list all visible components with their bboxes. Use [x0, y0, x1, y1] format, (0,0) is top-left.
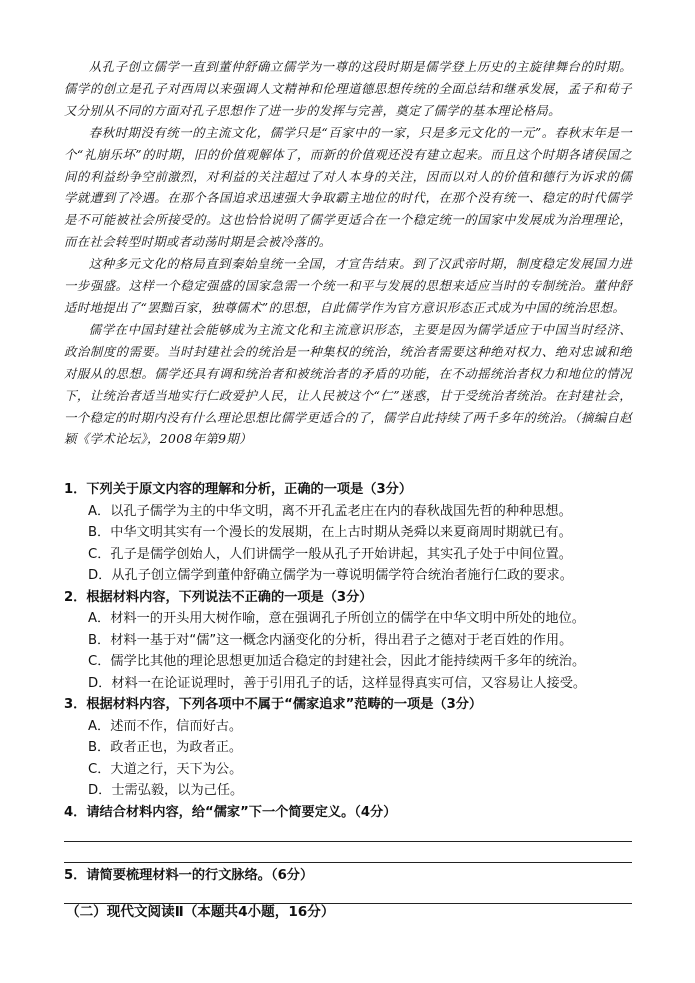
question-4: [64, 802, 632, 864]
reading-passage: [64, 56, 632, 450]
question-stem: 5．请简要梳理材料一的行文脉络。（6分）: [64, 868, 314, 883]
question-1: [64, 479, 632, 587]
question-stem: 2．根据材料内容，下列说法不正确的一项是（3分）: [64, 589, 373, 605]
option-c: C．儒学比其他的理论思想更加适合稳定的封建社会，因此才能持续两千多年的统治。: [88, 654, 586, 669]
answer-line: [64, 862, 632, 863]
option-c: C．孔子是儒学创始人，人们讲儒学一般从孔子开始讲起，其实孔子处于中间位置。: [88, 546, 572, 562]
question-stem: 3．根据材料内容，下列各项中不属于“儒家追求”范畴的一项是（3分）: [64, 697, 483, 712]
option-a: A．以孔子儒学为主的中华文明，离不开孔孟老庄在内的春秋战国先哲的种种思想。: [88, 503, 572, 519]
question-2: [64, 587, 632, 695]
question-5: [64, 865, 632, 904]
section-heading: （二）现代文阅读Ⅱ（本题共4小题，16分）: [66, 904, 335, 920]
question-stem: 1．下列关于原文内容的理解和分析，正确的一项是（3分）: [64, 482, 413, 497]
passage-paragraph: [64, 319, 632, 450]
option-d: D．材料一在论证说理时，善于引用孔子的话，这样显得真实可信，又容易让人接受。: [88, 675, 587, 691]
question-3: [64, 694, 632, 802]
passage-paragraph: 春秋时期没有统一的主流文化，儒学只是“百家中的一家，只是多元文化的一元”。春秋末年是一个“礼崩乐坏”的时期，旧的价值观解体了，而新的价值观还没有建立起来。而且这个时期各诸侯国之间的利益纷争空前激烈，对利益的关注超过了对人本身的关注，因而以对人的价值和德行为诉求的儒学就遭到了冷遇。在那个各国追求迅速强大争取霸主地位的时代，在那个没有统一、稳定的时代儒学是不可能被社会所接受的。这也恰恰说明了儒学更适合在一个稳定统一的国家中发展成为治理理论，而在社会转型时期或者动荡时期是会被冷落的。: [64, 124, 632, 250]
question-stem: 4．请结合材料内容，给“儒家”下一个简要定义。（4分）: [64, 804, 397, 820]
option-a: A．述而不作，信而好古。: [88, 718, 243, 734]
option-b: B．中华文明其实有一个漫长的发展期，在上古时期从尧舜以来夏商周时期就已有。: [88, 525, 572, 540]
passage-source: （摘编自赵颖《学术论坛》，2008年第9期）: [64, 409, 632, 447]
passage-paragraph: 这种多元文化的格局直到秦始皇统一全国，才宣告结束。到了汉武帝时期，制度稳定发展国力进一步强盛。这样一个稳定强盛的国家急需一个统一和平与发展的思想来适应当时的专制统治。董仲舒适时地提出了“罢黜百家，独尊儒术”的思想，自此儒学作为官方意识形态正式成为中国的统治思想。: [64, 256, 632, 315]
option-b: B．政者正也，为政者正。: [88, 740, 243, 755]
option-c: C．大道之行，天下为公。: [88, 761, 243, 777]
passage-paragraph: 从孔子创立儒学一直到董仲舒确立儒学为一尊的这段时期是儒学登上历史的主旋律舞台的时期。儒学的创立是孔子对西周以来强调人文精神和伦理道德思想传统的全面总结和继承发展，孟子和荀子又分别从不同的方面对孔子思想作了进一步的发挥与完善，奠定了儒学的基本理论格局。: [64, 59, 632, 118]
option-d: D．从孔子创立儒学到董仲舒确立儒学为一尊说明儒学符合统治者施行仁政的要求。: [88, 568, 573, 583]
option-d: D．士需弘毅，以为己任。: [88, 783, 244, 798]
option-b: B．材料一基于对“儒”这一概念内涵变化的分析，得出君子之德对于老百姓的作用。: [88, 632, 573, 648]
option-a: A．材料一的开头用大树作喻，意在强调孔子所创立的儒学在中华文明中所处的地位。: [88, 611, 585, 626]
passage-paragraph-text: 儒学在中国封建社会能够成为主流文化和主流意识形态，主要是因为儒学适应于中国当时经济、政治制度的需要。当时封建社会的统治是一种集权的统治，统治者需要这种绝对权力、绝对忠诚和绝对服从的思想。儒学还具有调和统治者和被统治者的矛盾的功能，在不动摇统治者权力和地位的情况下，让统治者适当地实行仁政爱护人民，让人民被这个“仁”迷惑，甘于受统治者统治。在封建社会，一个稳定的时期内没有什么理论思想比儒学更适合的了，儒学自此持续了两千多年的统治。: [64, 321, 632, 425]
question-list: [64, 479, 632, 904]
